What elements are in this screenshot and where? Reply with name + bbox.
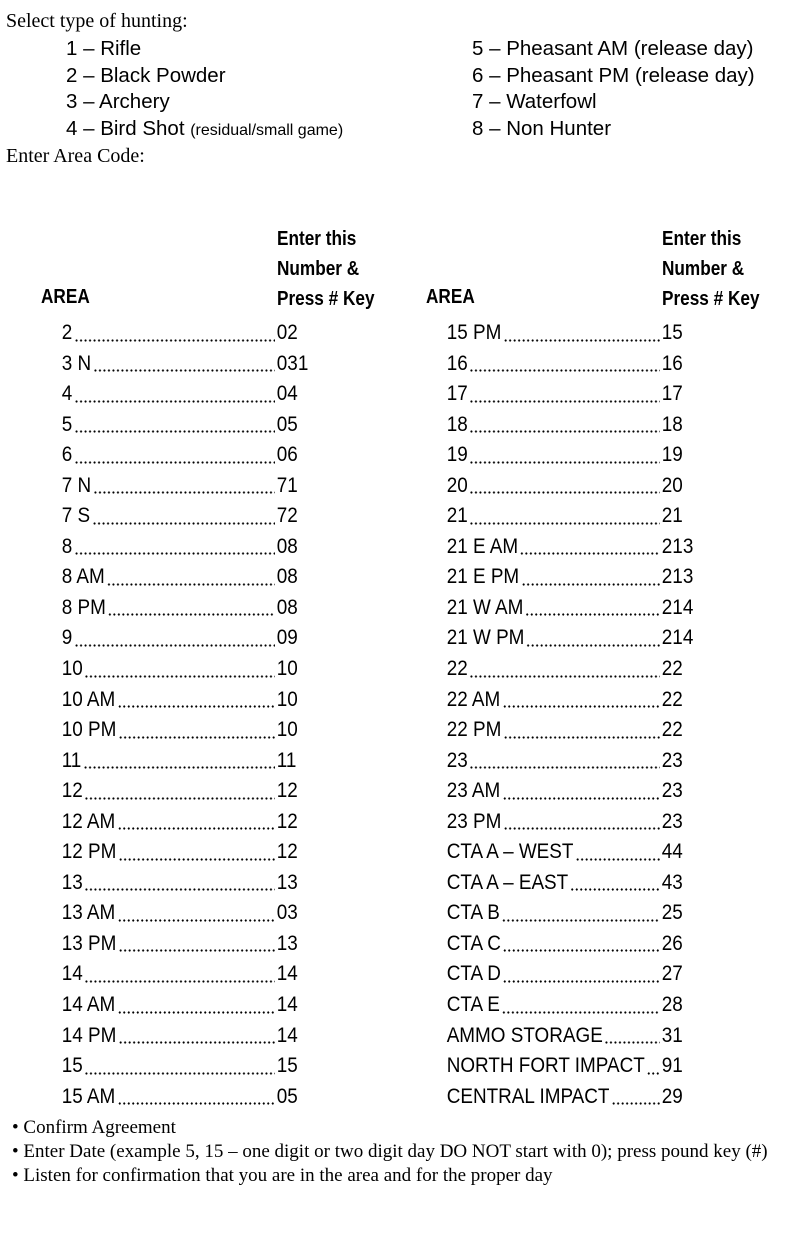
- table-row: [41, 349, 356, 380]
- area-label: 21 W AM: [446, 595, 524, 619]
- hunting-type-option: 1 – Rifle: [66, 37, 142, 60]
- area-label: 8: [61, 534, 73, 558]
- dot-leader: [118, 1011, 276, 1014]
- area-code-value: 13: [276, 931, 298, 955]
- area-code-value: 23: [661, 779, 683, 803]
- dot-leader: [575, 858, 660, 861]
- area-label: 4: [61, 382, 73, 406]
- table-row: [41, 776, 356, 807]
- area-code-value: 12: [276, 840, 298, 864]
- dot-leader: [469, 766, 660, 769]
- table-row: [426, 746, 759, 777]
- dot-leader: [502, 919, 660, 922]
- area-label: CTA D: [446, 962, 501, 986]
- area-label: 20: [446, 473, 468, 497]
- area-code-value: 18: [661, 412, 683, 436]
- table-row: [426, 929, 759, 960]
- table-row: [41, 898, 356, 929]
- hunting-type-option: 6 – Pheasant PM (release day): [472, 63, 755, 87]
- area-label: 8 AM: [61, 565, 105, 589]
- area-label: 17: [446, 382, 468, 406]
- area-code-value: 08: [276, 595, 298, 619]
- table-row: [426, 654, 759, 685]
- dot-leader: [647, 1072, 661, 1075]
- hunting-type-option: 3 – Archery: [66, 90, 170, 113]
- dot-leader: [84, 797, 275, 800]
- area-code-value: 23: [661, 809, 683, 833]
- table-row: [41, 623, 356, 654]
- area-label: 10 AM: [61, 687, 116, 711]
- dot-leader: [118, 1102, 276, 1105]
- area-code-value: 09: [276, 626, 298, 650]
- dot-leader: [469, 369, 660, 372]
- area-code-value: 19: [661, 443, 683, 467]
- area-code-prompt: Enter Area Code:: [6, 145, 145, 167]
- table-row: [41, 410, 356, 441]
- table-row: [41, 501, 356, 532]
- area-code-value: 21: [661, 504, 683, 528]
- dot-leader: [84, 675, 275, 678]
- table-row: [426, 532, 759, 563]
- area-label: 21: [446, 504, 468, 528]
- dot-leader: [503, 736, 660, 739]
- area-code-value: 71: [276, 473, 298, 497]
- table-row: [426, 959, 759, 990]
- area-label: 18: [446, 412, 468, 436]
- area-code-value: 44: [661, 840, 683, 864]
- dot-leader: [118, 858, 275, 861]
- area-code-table-right: [426, 224, 796, 1112]
- area-label: 12 AM: [61, 809, 116, 833]
- table-row: [41, 593, 356, 624]
- area-code-value: 05: [276, 1084, 298, 1108]
- area-label: 21 E AM: [446, 534, 519, 558]
- area-code-value: 03: [276, 901, 298, 925]
- hunting-type-option: 7 – Waterfowl: [472, 90, 597, 113]
- dot-leader: [503, 827, 660, 830]
- table-row: [426, 807, 759, 838]
- table-row: [41, 868, 356, 899]
- area-label: 9: [61, 626, 73, 650]
- dot-leader: [84, 888, 275, 891]
- table-row: [41, 715, 356, 746]
- area-label: 16: [446, 351, 468, 375]
- dot-leader: [118, 919, 276, 922]
- area-label: 23: [446, 748, 468, 772]
- dot-leader: [118, 705, 276, 708]
- area-code-value: 12: [276, 809, 298, 833]
- area-label: 21 W PM: [446, 626, 525, 650]
- area-code-value: 02: [276, 321, 298, 344]
- dot-leader: [74, 552, 275, 555]
- dot-leader: [526, 644, 660, 647]
- hunting-type-note: (residual/small game): [190, 121, 344, 139]
- dot-leader: [74, 430, 275, 433]
- area-label: 7 N: [61, 473, 92, 497]
- area-label: CTA C: [446, 931, 501, 955]
- area-code-value: 15: [276, 1054, 298, 1078]
- table-row: [426, 349, 759, 380]
- area-label: 10: [61, 657, 83, 681]
- area-code-value: 22: [661, 718, 683, 742]
- dot-leader: [74, 339, 275, 342]
- dot-leader: [469, 522, 660, 525]
- table-row: [426, 593, 759, 624]
- table-row: [426, 898, 759, 929]
- table-row: [426, 1082, 759, 1113]
- area-label: 15 PM: [446, 321, 502, 344]
- area-code-value: 16: [661, 351, 683, 375]
- area-label: 23 AM: [446, 779, 501, 803]
- dot-leader: [118, 1041, 275, 1044]
- area-code-value: 10: [276, 718, 298, 742]
- table-row: [41, 929, 356, 960]
- dot-leader: [611, 1102, 660, 1105]
- table-row: [426, 1021, 759, 1052]
- area-label: 14 AM: [61, 993, 116, 1017]
- area-label: 13 AM: [61, 901, 116, 925]
- hunting-type-option: 8 – Non Hunter: [472, 116, 612, 140]
- dot-leader: [83, 766, 275, 769]
- table-row: [41, 1021, 356, 1052]
- hunting-type-column-left: [66, 36, 343, 144]
- dot-leader: [93, 369, 275, 372]
- table-row: [426, 440, 759, 471]
- area-label: 15 AM: [61, 1084, 116, 1108]
- hunting-type-option: 5 – Pheasant AM (release day): [472, 37, 754, 60]
- dot-leader: [74, 644, 275, 647]
- area-code-value: 31: [661, 1023, 683, 1047]
- dot-leader: [74, 461, 275, 464]
- table-row: [426, 623, 759, 654]
- hunting-type-option: 2 – Black Powder: [66, 63, 226, 87]
- area-label: 15: [61, 1054, 83, 1078]
- instruction-item: • Enter Date (example 5, 15 – one digit or two digit day DO NOT start with 0); press pound key (#): [12, 1141, 768, 1162]
- area-code-value: 12: [276, 779, 298, 803]
- area-code-value: 214: [661, 626, 694, 650]
- table-row: [41, 471, 356, 502]
- number-column-header: Enter this Number & Press # Key: [277, 228, 375, 310]
- area-code-value: 14: [276, 962, 298, 986]
- area-column-header: AREA: [426, 286, 475, 308]
- table-header: [41, 224, 391, 318]
- area-code-value: 214: [661, 595, 694, 619]
- area-label: 23 PM: [446, 809, 502, 833]
- table-row: [41, 562, 356, 593]
- area-code-value: 22: [661, 687, 683, 711]
- dot-leader: [525, 613, 660, 616]
- area-code-value: 213: [661, 534, 694, 558]
- area-label: 19: [446, 443, 468, 467]
- area-rows: [426, 318, 796, 1112]
- dot-leader: [521, 583, 660, 586]
- area-label: 22: [446, 657, 468, 681]
- dot-leader: [108, 613, 275, 616]
- hunting-type-prompt: Select type of hunting:: [6, 10, 188, 32]
- area-code-value: 031: [276, 351, 309, 375]
- dot-leader: [93, 491, 275, 494]
- area-code-value: 27: [661, 962, 683, 986]
- table-row: [41, 318, 356, 349]
- table-row: [41, 807, 356, 838]
- dot-leader: [502, 1011, 660, 1014]
- area-label: CTA B: [446, 901, 500, 925]
- dot-leader: [469, 400, 660, 403]
- dot-leader: [84, 1072, 275, 1075]
- table-row: [41, 959, 356, 990]
- area-code-value: 28: [661, 993, 683, 1017]
- table-row: [426, 715, 759, 746]
- area-label: AMMO STORAGE: [446, 1023, 603, 1047]
- instructions: [12, 1116, 792, 1188]
- table-row: [41, 654, 356, 685]
- dot-leader: [469, 675, 660, 678]
- area-code-value: 11: [276, 748, 297, 772]
- area-column-header: AREA: [41, 286, 90, 308]
- area-code-table-left: [41, 224, 391, 1112]
- dot-leader: [503, 797, 661, 800]
- area-code-value: 91: [661, 1054, 683, 1078]
- instruction-item: • Confirm Agreement: [12, 1117, 176, 1138]
- table-row: [426, 1051, 759, 1082]
- area-code-value: 06: [276, 443, 298, 467]
- area-label: 3 N: [61, 351, 92, 375]
- table-row: [41, 1082, 356, 1113]
- area-label: 13 PM: [61, 931, 117, 955]
- area-code-value: 23: [661, 748, 683, 772]
- dot-leader: [469, 461, 660, 464]
- dot-leader: [520, 552, 660, 555]
- area-code-value: 04: [276, 382, 298, 406]
- dot-leader: [503, 949, 661, 952]
- table-row: [426, 837, 759, 868]
- table-row: [426, 379, 759, 410]
- table-row: [426, 868, 759, 899]
- dot-leader: [107, 583, 275, 586]
- table-row: [426, 990, 759, 1021]
- area-code-value: 13: [276, 870, 298, 894]
- dot-leader: [503, 705, 661, 708]
- dot-leader: [118, 736, 275, 739]
- dot-leader: [503, 339, 660, 342]
- dot-leader: [92, 522, 275, 525]
- area-code-value: 72: [276, 504, 298, 528]
- table-row: [41, 379, 356, 410]
- table-header: [426, 224, 796, 318]
- area-code-value: 22: [661, 657, 683, 681]
- dot-leader: [503, 980, 661, 983]
- area-label: 8 PM: [61, 595, 106, 619]
- area-label: 2: [61, 321, 73, 344]
- table-row: [41, 1051, 356, 1082]
- area-code-value: 43: [661, 870, 683, 894]
- dot-leader: [74, 400, 275, 403]
- area-label: 14: [61, 962, 83, 986]
- area-label: CTA A – WEST: [446, 840, 574, 864]
- instruction-item: • Listen for confirmation that you are in the area and for the proper day: [12, 1165, 553, 1186]
- table-row: [426, 562, 759, 593]
- number-column-header: Enter this Number & Press # Key: [662, 228, 760, 310]
- dot-leader: [604, 1041, 660, 1044]
- area-label: 7 S: [61, 504, 91, 528]
- area-label: 12 PM: [61, 840, 117, 864]
- dot-leader: [118, 949, 275, 952]
- area-label: 22 AM: [446, 687, 501, 711]
- area-code-value: 17: [661, 382, 683, 406]
- area-label: CENTRAL IMPACT: [446, 1084, 610, 1108]
- hunting-type-list: [0, 36, 800, 140]
- area-label: CTA A – EAST: [446, 870, 569, 894]
- area-code-value: 14: [276, 1023, 298, 1047]
- dot-leader: [469, 491, 660, 494]
- area-label: 12: [61, 779, 83, 803]
- table-row: [426, 685, 759, 716]
- area-code-value: 26: [661, 931, 683, 955]
- table-row: [41, 532, 356, 563]
- area-code-value: 10: [276, 657, 298, 681]
- table-row: [41, 837, 356, 868]
- area-label: 22 PM: [446, 718, 502, 742]
- table-row: [41, 440, 356, 471]
- table-row: [426, 318, 759, 349]
- area-code-value: 08: [276, 565, 298, 589]
- area-label: CTA E: [446, 993, 500, 1017]
- area-label: 11: [61, 748, 82, 772]
- table-row: [426, 776, 759, 807]
- dot-leader: [570, 888, 660, 891]
- hunting-type-column-right: [472, 36, 755, 142]
- area-code-value: 10: [276, 687, 298, 711]
- table-row: [41, 685, 356, 716]
- area-code-value: 29: [661, 1084, 683, 1108]
- area-code-value: 213: [661, 565, 694, 589]
- area-code-value: 05: [276, 412, 298, 436]
- area-label: 14 PM: [61, 1023, 117, 1047]
- area-label: 13: [61, 870, 83, 894]
- area-code-value: 14: [276, 993, 298, 1017]
- hunting-type-option: 4 – Bird Shot (residual/small game): [66, 116, 344, 140]
- area-code-value: 25: [661, 901, 683, 925]
- area-label: 6: [61, 443, 73, 467]
- dot-leader: [118, 827, 276, 830]
- area-rows: [41, 318, 391, 1112]
- area-label: 5: [61, 412, 73, 436]
- area-code-value: 20: [661, 473, 683, 497]
- area-label: NORTH FORT IMPACT: [446, 1054, 645, 1078]
- table-row: [426, 471, 759, 502]
- area-label: 21 E PM: [446, 565, 520, 589]
- dot-leader: [469, 430, 660, 433]
- table-row: [426, 410, 759, 441]
- area-label: 10 PM: [61, 718, 117, 742]
- area-code-value: 15: [661, 321, 683, 344]
- dot-leader: [84, 980, 275, 983]
- area-code-value: 08: [276, 534, 298, 558]
- table-row: [41, 746, 356, 777]
- table-row: [426, 501, 759, 532]
- table-row: [41, 990, 356, 1021]
